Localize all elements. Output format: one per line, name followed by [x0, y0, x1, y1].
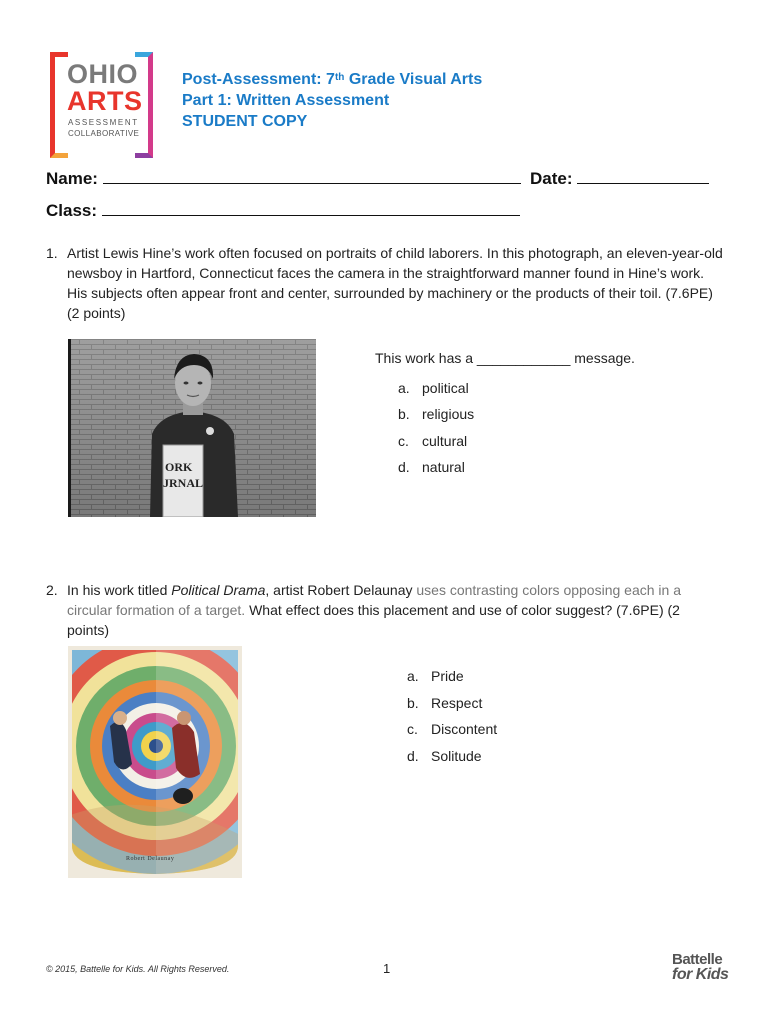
document-title: Post-Assessment: 7th Grade Visual Arts [182, 71, 483, 88]
artwork-title: Political Drama [171, 582, 266, 598]
copyright-notice: © 2015, Battelle for Kids. All Rights Reserved. [46, 964, 230, 974]
question-2-option-c[interactable]: c. Discontent [407, 721, 498, 737]
logo-left-bracket [50, 52, 68, 158]
date-blank-line[interactable] [577, 167, 709, 184]
name-blank-line[interactable] [103, 167, 521, 184]
question-1-number: 1. [46, 245, 58, 261]
date-field [530, 167, 709, 189]
document-header [182, 69, 482, 132]
newspaper-sign-text-2: JRNAL [163, 476, 204, 490]
question-2-text: In his work titled Political Drama, artist Robert Delaunay uses contrasting colors opposing each in a circular formation of a target. What effect does this placement and use of color suggest? (7.6PE) (2 points) [67, 582, 681, 638]
question-1-option-c[interactable]: c. cultural [398, 433, 468, 449]
question-1 [46, 243, 725, 323]
newspaper-sign-text-1: ORK [165, 460, 193, 474]
newsboy-photograph [68, 339, 316, 517]
document-copy-label: STUDENT COPY [182, 113, 308, 130]
battelle-logo-line-1: Battelle [672, 951, 723, 968]
political-drama-painting [68, 646, 242, 878]
logo-arts: ARTS [67, 86, 143, 116]
battelle-logo-line-2: for Kids [672, 966, 729, 983]
battelle-for-kids-logo [672, 952, 728, 982]
class-blank-line[interactable] [102, 199, 520, 216]
page-number: 1 [383, 961, 391, 976]
question-2-number: 2. [46, 582, 58, 598]
name-label: Name: [46, 169, 98, 188]
ohio-arts-logo [50, 52, 153, 150]
question-1-option-b[interactable]: b. religious [398, 406, 475, 422]
question-1-prompt: This work has a ____________ message. [375, 350, 635, 366]
class-label: Class: [46, 201, 98, 220]
question-1-option-a[interactable]: a. political [398, 380, 469, 396]
question-1-text: Artist Lewis Hine’s work often focused on portraits of child laborers. In this photograph, an eleven-year-old newsboy in Hartford, Connecticut faces the camera in the straightforward manner found in Hine’s work. His subjects often appear front and center, surrounded by machinery or the products of their toil. (7.6PE) (2 points) [67, 245, 723, 321]
logo-assessment: ASSESSMENT [68, 118, 139, 127]
logo-ohio: OHIO [67, 59, 139, 89]
logo-collaborative: COLLABORATIVE [68, 129, 140, 138]
painting-signature: Robert Delaunay [126, 856, 175, 862]
class-field [46, 199, 520, 221]
date-label: Date: [530, 169, 573, 188]
question-2-option-a[interactable]: a. Pride [407, 668, 464, 684]
document-part: Part 1: Written Assessment [182, 92, 390, 109]
question-1-option-d[interactable]: d. natural [398, 459, 465, 475]
question-2-option-b[interactable]: b. Respect [407, 695, 483, 711]
name-field [46, 167, 521, 189]
question-2 [46, 580, 725, 640]
question-2-option-d[interactable]: d. Solitude [407, 748, 482, 764]
